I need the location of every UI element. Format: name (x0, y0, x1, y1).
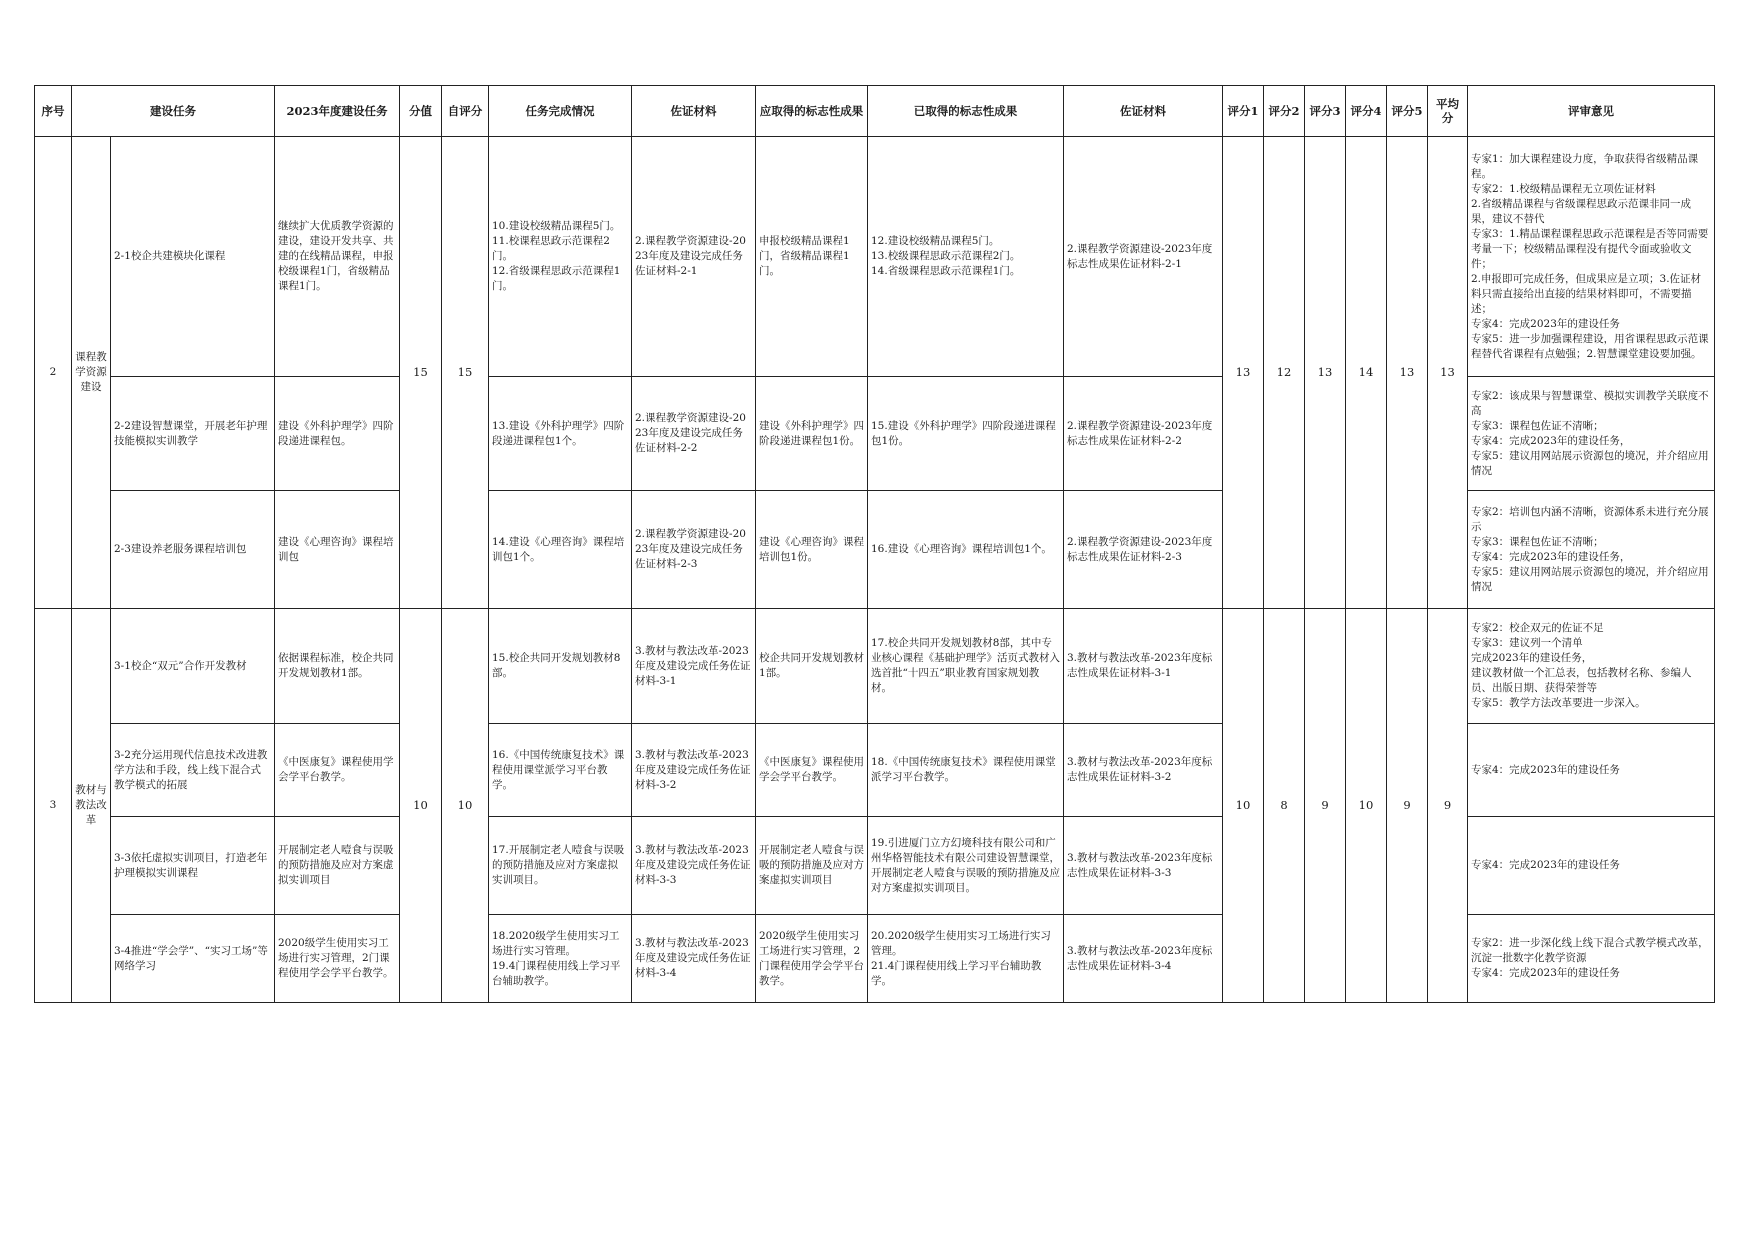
col-header-score: 分值 (400, 86, 442, 137)
task-cell: 3-2充分运用现代信息技术改进教学方法和手段，线上线下混合式教学模式的拓展 (111, 724, 275, 817)
achieved-cell: 16.建设《心理咨询》课程培训包1个。 (868, 491, 1064, 609)
col-header-r2: 评分2 (1264, 86, 1305, 137)
completion-cell: 15.校企共同开发规划教材8部。 (489, 609, 632, 724)
col-header-self-score: 自评分 (442, 86, 489, 137)
evidence-cell: 2.课程教学资源建设-2023年度及建设完成任务佐证材料-2-2 (632, 377, 756, 491)
r1-cell: 13 (1223, 137, 1264, 609)
task2023-cell: 建设《心理咨询》课程培训包 (275, 491, 400, 609)
r4-cell: 14 (1346, 137, 1387, 609)
evidence2-cell: 2.课程教学资源建设-2023年度标志性成果佐证材料-2-1 (1064, 137, 1223, 377)
col-header-avg: 平均分 (1428, 86, 1468, 137)
evidence2-cell: 3.教材与教法改革-2023年度标志性成果佐证材料-3-4 (1064, 915, 1223, 1003)
col-header-r1: 评分1 (1223, 86, 1264, 137)
col-header-task2023: 2023年度建设任务 (275, 86, 400, 137)
evidence2-cell: 2.课程教学资源建设-2023年度标志性成果佐证材料-2-2 (1064, 377, 1223, 491)
evidence2-cell: 2.课程教学资源建设-2023年度标志性成果佐证材料-2-3 (1064, 491, 1223, 609)
r4-cell: 10 (1346, 609, 1387, 1003)
evidence-cell: 3.教材与教法改革-2023年度及建设完成任务佐证材料-3-3 (632, 817, 756, 915)
task2023-cell: 建设《外科护理学》四阶段递进课程包。 (275, 377, 400, 491)
header-row (35, 86, 1715, 137)
expected-cell: 开展制定老人噎食与误吸的预防措施及应对方案虚拟实训项目 (756, 817, 868, 915)
score-cell: 15 (400, 137, 442, 609)
group-seq: 2 (35, 137, 72, 609)
evaluation-table (34, 85, 1715, 1003)
evidence-cell: 2.课程教学资源建设-2023年度及建设完成任务佐证材料-2-1 (632, 137, 756, 377)
col-header-evidence2: 佐证材料 (1064, 86, 1223, 137)
expected-cell: 校企共同开发规划教材1部。 (756, 609, 868, 724)
opinion-cell: 专家2：校企双元的佐证不足 专家3：建议列一个清单 完成2023年的建设任务， 建议教材做一个汇总表，包括教材名称、参编人员、出版日期、获得荣誉等 专家5：教学方法改革要进一步深入。 (1468, 609, 1715, 724)
task-cell: 2-3建设养老服务课程培训包 (111, 491, 275, 609)
table-row (35, 137, 1715, 377)
achieved-cell: 17.校企共同开发规划教材8部，其中专业核心课程《基础护理学》活页式教材入选首批“十四五”职业教育国家规划教材。 (868, 609, 1064, 724)
group-name: 课程教学资源建设 (72, 137, 111, 609)
self-score-cell: 10 (442, 609, 489, 1003)
r5-cell: 9 (1387, 609, 1428, 1003)
evidence2-cell: 3.教材与教法改革-2023年度标志性成果佐证材料-3-3 (1064, 817, 1223, 915)
achieved-cell: 19.引进厦门立方幻境科技有限公司和广州华格智能技术有限公司建设智慧课堂，开展制定老人噎食与误吸的预防措施及应对方案虚拟实训项目。 (868, 817, 1064, 915)
achieved-cell: 18.《中国传统康复技术》课程使用课堂派学习平台教学。 (868, 724, 1064, 817)
completion-cell: 17.开展制定老人噎食与误吸的预防措施及应对方案虚拟实训项目。 (489, 817, 632, 915)
opinion-cell: 专家2：该成果与智慧课堂、模拟实训教学关联度不高 专家3：课程包佐证不清晰； 专家4：完成2023年的建设任务， 专家5：建议用网站展示资源包的境况，并介绍应用情况 (1468, 377, 1715, 491)
completion-cell: 18.2020级学生使用实习工场进行实习管理。 19.4门课程使用线上学习平台辅助教学。 (489, 915, 632, 1003)
group-seq: 3 (35, 609, 72, 1003)
expected-cell: 建设《心理咨询》课程培训包1份。 (756, 491, 868, 609)
completion-cell: 10.建设校级精品课程5门。 11.校课程思政示范课程2门。 12.省级课程思政示范课程1门。 (489, 137, 632, 377)
opinion-cell: 专家2：进一步深化线上线下混合式教学模式改革，沉淀一批数字化教学资源 专家4：完成2023年的建设任务 (1468, 915, 1715, 1003)
col-header-seq: 序号 (35, 86, 72, 137)
completion-cell: 16.《中国传统康复技术》课程使用课堂派学习平台教学。 (489, 724, 632, 817)
task-cell: 2-2建设智慧课堂，开展老年护理技能模拟实训教学 (111, 377, 275, 491)
col-header-r3: 评分3 (1305, 86, 1346, 137)
avg-cell: 13 (1428, 137, 1468, 609)
task2023-cell: 依据课程标准，校企共同开发规划教材1部。 (275, 609, 400, 724)
evidence-cell: 2.课程教学资源建设-2023年度及建设完成任务佐证材料-2-3 (632, 491, 756, 609)
task-cell: 3-3依托虚拟实训项目，打造老年护理模拟实训课程 (111, 817, 275, 915)
completion-cell: 13.建设《外科护理学》四阶段递进课程包1个。 (489, 377, 632, 491)
opinion-cell: 专家2：培训包内涵不清晰，资源体系未进行充分展示 专家3：课程包佐证不清晰； 专家4：完成2023年的建设任务， 专家5：建议用网站展示资源包的境况，并介绍应用情况 (1468, 491, 1715, 609)
evidence-cell: 3.教材与教法改革-2023年度及建设完成任务佐证材料-3-2 (632, 724, 756, 817)
col-header-opinion: 评审意见 (1468, 86, 1715, 137)
col-header-completion: 任务完成情况 (489, 86, 632, 137)
expected-cell: 建设《外科护理学》四阶段递进课程包1份。 (756, 377, 868, 491)
group-name: 教材与教法改革 (72, 609, 111, 1003)
score-cell: 10 (400, 609, 442, 1003)
r3-cell: 9 (1305, 609, 1346, 1003)
task2023-cell: 继续扩大优质教学资源的建设，建设开发共享、共建的在线精品课程，申报校级课程1门，省级精品课程1门。 (275, 137, 400, 377)
task2023-cell: 开展制定老人噎食与误吸的预防措施及应对方案虚拟实训项目 (275, 817, 400, 915)
opinion-cell: 专家1：加大课程建设力度，争取获得省级精品课程。 专家2：1.校级精品课程无立项佐证材料 2.省级精品课程与省级课程思政示范课非同一成果，建议不替代 专家3：1.精品课程课程思政示范课程是否等同需要考量一下；校级精品课程没有提代令面或验收文件； 2.申报即可完成任务，但成果应是立项；3.佐证材料只需直接给出直接的结果材料即可，不需要描述； 专家4：完成2023年的建设任务 专家5：进一步加强课程建设，用省课程思政示范课程替代省课程有点勉强；2.智慧课堂建设要加强。 (1468, 137, 1715, 377)
self-score-cell: 15 (442, 137, 489, 609)
expected-cell: 申报校级精品课程1门，省级精品课程1门。 (756, 137, 868, 377)
r2-cell: 12 (1264, 137, 1305, 609)
col-header-expected: 应取得的标志性成果 (756, 86, 868, 137)
task-cell: 3-1校企“双元”合作开发教材 (111, 609, 275, 724)
r5-cell: 13 (1387, 137, 1428, 609)
opinion-cell: 专家4：完成2023年的建设任务 (1468, 724, 1715, 817)
task2023-cell: 《中医康复》课程使用学会学平台教学。 (275, 724, 400, 817)
r1-cell: 10 (1223, 609, 1264, 1003)
opinion-cell: 专家4：完成2023年的建设任务 (1468, 817, 1715, 915)
col-header-task: 建设任务 (72, 86, 275, 137)
evidence-cell: 3.教材与教法改革-2023年度及建设完成任务佐证材料-3-1 (632, 609, 756, 724)
table-row (35, 609, 1715, 724)
achieved-cell: 12.建设校级精品课程5门。 13.校级课程思政示范课程2门。 14.省级课程思政示范课程1门。 (868, 137, 1064, 377)
achieved-cell: 20.2020级学生使用实习工场进行实习管理。 21.4门课程使用线上学习平台辅助教学。 (868, 915, 1064, 1003)
col-header-r5: 评分5 (1387, 86, 1428, 137)
avg-cell: 9 (1428, 609, 1468, 1003)
r3-cell: 13 (1305, 137, 1346, 609)
col-header-evidence: 佐证材料 (632, 86, 756, 137)
r2-cell: 8 (1264, 609, 1305, 1003)
task-cell: 2-1校企共建模块化课程 (111, 137, 275, 377)
expected-cell: 2020级学生使用实习工场进行实习管理，2门课程使用学会学平台教学。 (756, 915, 868, 1003)
task2023-cell: 2020级学生使用实习工场进行实习管理，2门课程使用学会学平台教学。 (275, 915, 400, 1003)
expected-cell: 《中医康复》课程使用学会学平台教学。 (756, 724, 868, 817)
evidence2-cell: 3.教材与教法改革-2023年度标志性成果佐证材料-3-1 (1064, 609, 1223, 724)
evidence2-cell: 3.教材与教法改革-2023年度标志性成果佐证材料-3-2 (1064, 724, 1223, 817)
completion-cell: 14.建设《心理咨询》课程培训包1个。 (489, 491, 632, 609)
task-cell: 3-4推进“学会学”、“实习工场”等网络学习 (111, 915, 275, 1003)
achieved-cell: 15.建设《外科护理学》四阶段递进课程包1份。 (868, 377, 1064, 491)
col-header-r4: 评分4 (1346, 86, 1387, 137)
col-header-achieved: 已取得的标志性成果 (868, 86, 1064, 137)
evidence-cell: 3.教材与教法改革-2023年度及建设完成任务佐证材料-3-4 (632, 915, 756, 1003)
